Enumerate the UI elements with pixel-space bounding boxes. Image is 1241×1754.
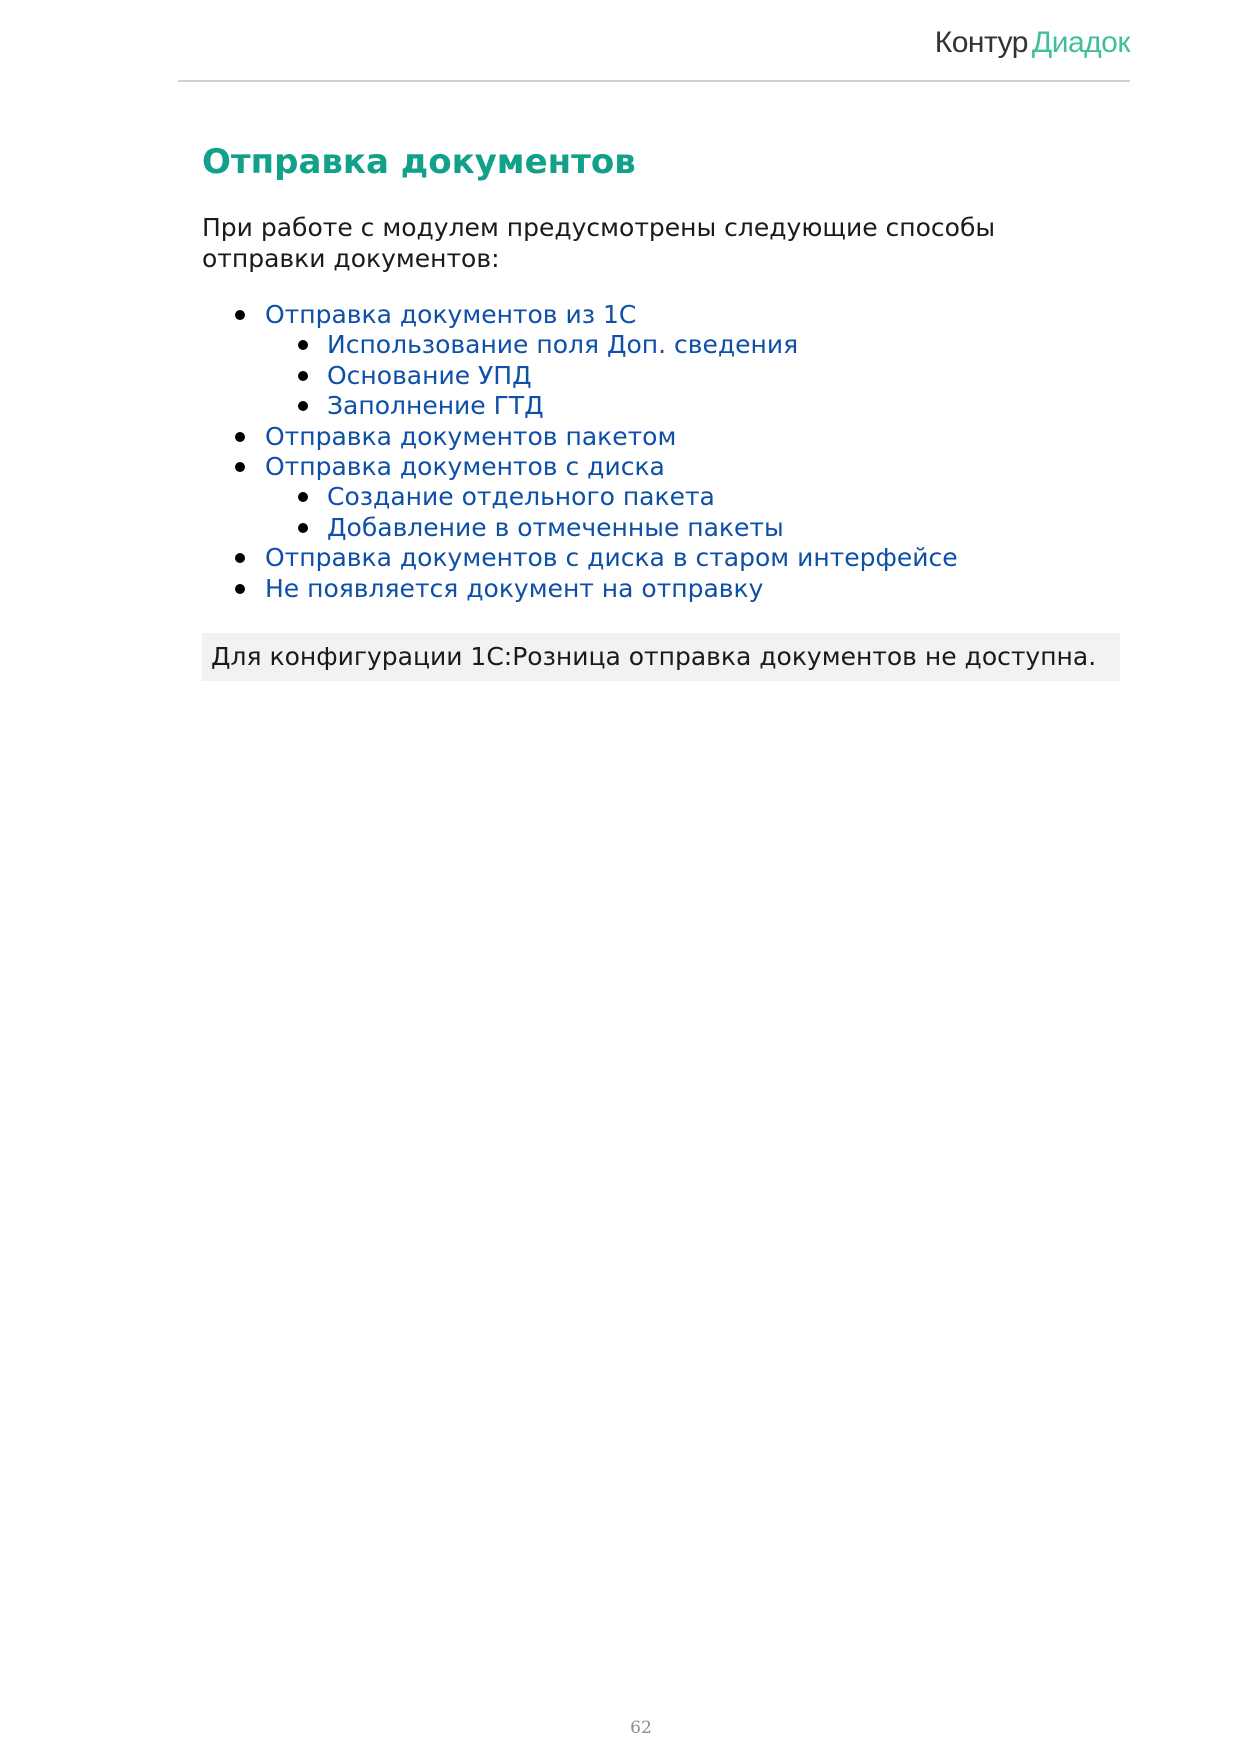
bullet-icon xyxy=(298,340,308,350)
bullet-icon xyxy=(298,492,308,502)
toc-link-document-missing[interactable]: Не появляется документ на отправку xyxy=(265,573,764,603)
toc-item xyxy=(202,452,1132,482)
bullet-icon xyxy=(235,553,245,563)
bullet-icon xyxy=(298,371,308,381)
header-divider xyxy=(178,80,1130,82)
toc-link-gtd-fill[interactable]: Заполнение ГТД xyxy=(327,391,544,421)
toc-link-send-package[interactable]: Отправка документов пакетом xyxy=(265,421,677,451)
bullet-icon xyxy=(235,432,245,442)
bullet-icon xyxy=(298,523,308,533)
toc-item xyxy=(202,361,1132,391)
toc-link-disk-old-interface[interactable]: Отправка документов с диска в старом интерфейсе xyxy=(265,543,958,573)
toc-link-create-package[interactable]: Создание отдельного пакета xyxy=(327,482,715,512)
toc-item xyxy=(202,391,1132,421)
toc-link-send-from-disk[interactable]: Отправка документов с диска xyxy=(265,451,665,481)
toc-link-upd-basis[interactable]: Основание УПД xyxy=(327,360,532,390)
toc-item xyxy=(202,574,1132,604)
brand-logo xyxy=(935,26,1130,60)
toc-item xyxy=(202,422,1132,452)
bullet-icon xyxy=(298,401,308,411)
page-number: 62 xyxy=(630,1718,652,1738)
page-title: Отправка документов xyxy=(202,142,636,182)
bullet-icon xyxy=(235,462,245,472)
toc-link-add-to-marked[interactable]: Добавление в отмеченные пакеты xyxy=(327,512,784,542)
toc-item xyxy=(202,330,1132,360)
toc-list xyxy=(202,300,1132,604)
note-box: Для конфигурации 1С:Розница отправка документов не доступна. xyxy=(202,633,1120,681)
bullet-icon xyxy=(235,584,245,594)
toc-link-send-from-1c[interactable]: Отправка документов из 1С xyxy=(265,300,637,329)
toc-link-extra-info-field[interactable]: Использование поля Доп. сведения xyxy=(327,330,799,360)
toc-item xyxy=(202,482,1132,512)
toc-item xyxy=(202,300,1132,330)
bullet-icon xyxy=(235,310,245,320)
toc-item xyxy=(202,543,1132,573)
intro-paragraph: При работе с модулем предусмотрены следующие способы отправки документов: xyxy=(202,213,996,273)
toc-item xyxy=(202,513,1132,543)
logo-text-kontur: Контур xyxy=(934,26,1028,59)
logo-text-diadok: Диадок xyxy=(1031,26,1130,59)
